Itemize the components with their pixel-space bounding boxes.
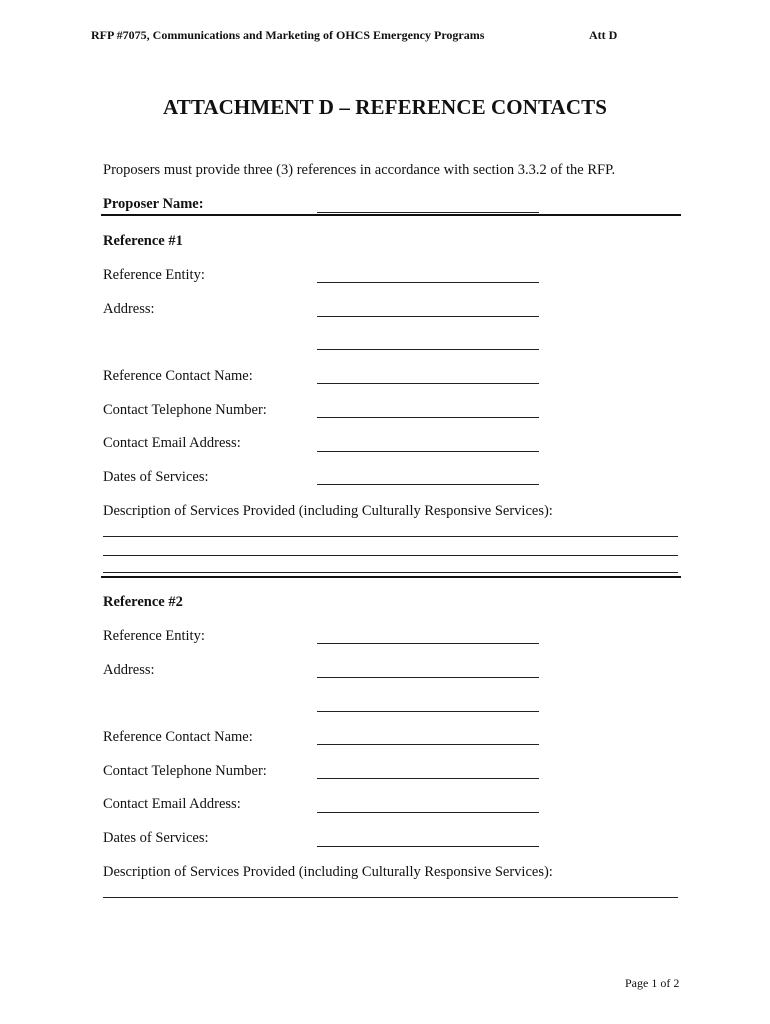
header-rfp-title: RFP #7075, Communications and Marketing of OHCS Emergency Programs xyxy=(91,28,485,42)
reference-1-phone-label: Contact Telephone Number: xyxy=(103,402,267,418)
reference-2-entity-label: Reference Entity: xyxy=(103,628,205,644)
reference-2-phone-label: Contact Telephone Number: xyxy=(103,763,267,779)
page-number: Page 1 of 2 xyxy=(625,976,680,990)
intro-text: Proposers must provide three (3) references in accordance with section 3.3.2 of the RFP. xyxy=(103,162,616,178)
proposer-name-field[interactable] xyxy=(317,212,539,213)
reference-1-email-label: Contact Email Address: xyxy=(103,435,241,451)
page-title: ATTACHMENT D – REFERENCE CONTACTS xyxy=(163,95,607,119)
section-divider xyxy=(101,576,681,578)
reference-1-address-field-line-1[interactable] xyxy=(317,316,539,317)
reference-1-entity-label: Reference Entity: xyxy=(103,267,205,283)
reference-2-email-field[interactable] xyxy=(317,812,539,813)
reference-1-contact-name-label: Reference Contact Name: xyxy=(103,368,253,384)
reference-1-heading: Reference #1 xyxy=(103,233,183,249)
reference-2-entity-field[interactable] xyxy=(317,643,539,644)
proposer-name-label: Proposer Name: xyxy=(103,196,204,212)
reference-2-dates-label: Dates of Services: xyxy=(103,830,209,846)
reference-2-phone-field[interactable] xyxy=(317,778,539,779)
reference-2-email-label: Contact Email Address: xyxy=(103,796,241,812)
reference-1-description-line-1[interactable] xyxy=(103,536,678,537)
reference-1-entity-field[interactable] xyxy=(317,282,539,283)
reference-1-description-line-3[interactable] xyxy=(103,572,678,573)
reference-2-heading: Reference #2 xyxy=(103,594,183,610)
reference-2-address-field-line-2[interactable] xyxy=(317,711,539,712)
reference-1-dates-field[interactable] xyxy=(317,484,539,485)
reference-2-address-field-line-1[interactable] xyxy=(317,677,539,678)
reference-1-description-label: Description of Services Provided (including Culturally Responsive Services): xyxy=(103,503,553,519)
reference-1-address-label: Address: xyxy=(103,301,155,317)
reference-2-description-line-1[interactable] xyxy=(103,897,678,898)
reference-2-description-label: Description of Services Provided (including Culturally Responsive Services): xyxy=(103,864,553,880)
reference-2-contact-name-label: Reference Contact Name: xyxy=(103,729,253,745)
reference-2-dates-field[interactable] xyxy=(317,846,539,847)
reference-1-dates-label: Dates of Services: xyxy=(103,469,209,485)
reference-1-phone-field[interactable] xyxy=(317,417,539,418)
section-divider xyxy=(101,214,681,216)
reference-1-address-field-line-2[interactable] xyxy=(317,349,539,350)
reference-2-address-label: Address: xyxy=(103,662,155,678)
reference-2-contact-name-field[interactable] xyxy=(317,744,539,745)
reference-1-description-line-2[interactable] xyxy=(103,555,678,556)
header-attachment-code: Att D xyxy=(589,28,618,42)
reference-1-contact-name-field[interactable] xyxy=(317,383,539,384)
reference-1-email-field[interactable] xyxy=(317,451,539,452)
